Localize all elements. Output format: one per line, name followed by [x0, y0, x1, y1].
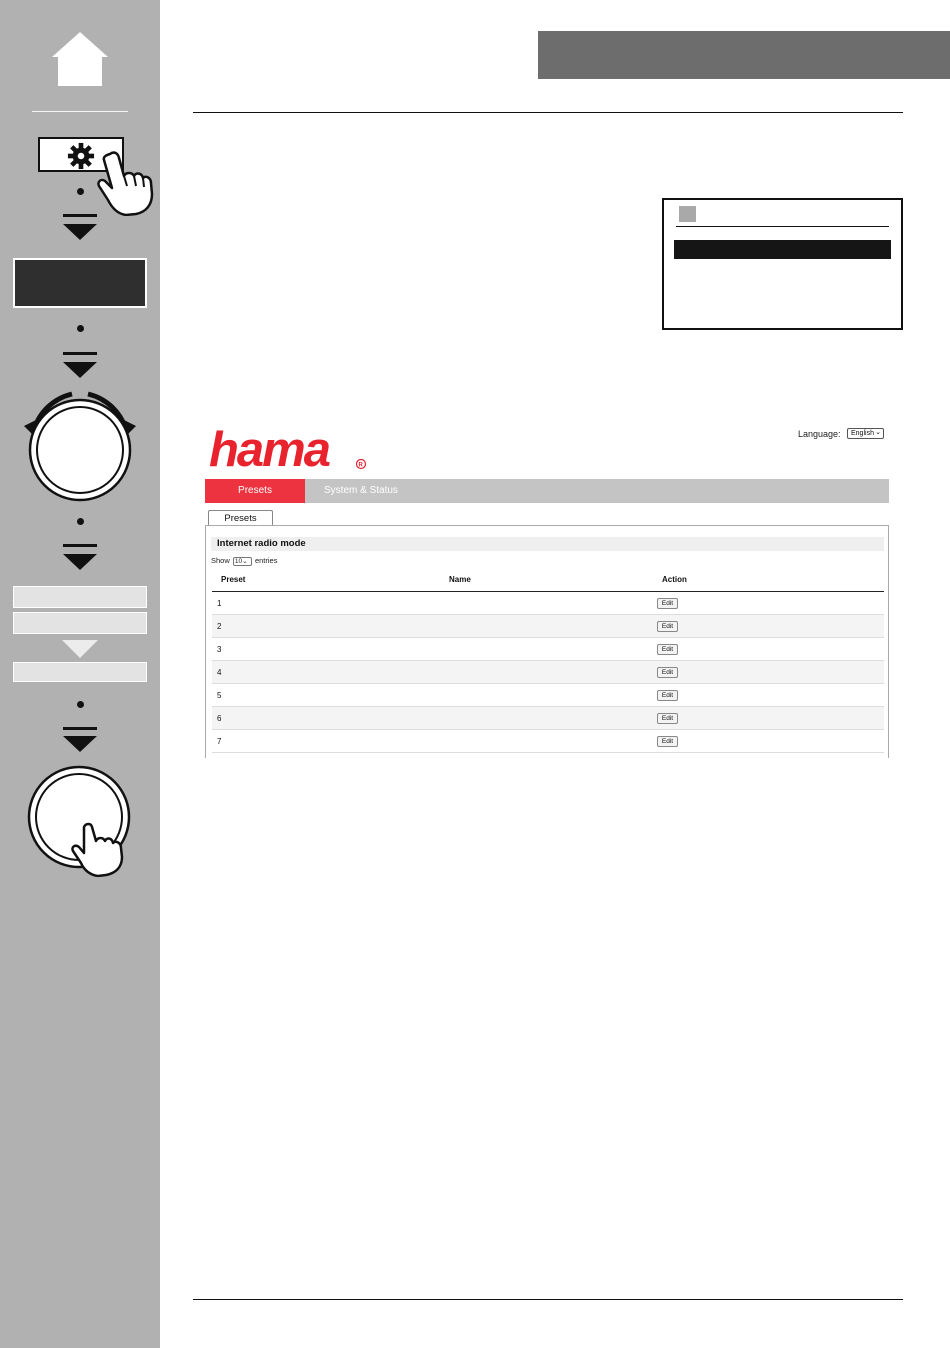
table-row	[212, 730, 884, 753]
table-row	[212, 684, 884, 707]
preset-number: 6	[217, 714, 222, 723]
table-row	[212, 707, 884, 730]
tab-presets[interactable]: Presets	[208, 510, 273, 526]
flow-dot	[77, 518, 84, 525]
panel-title: Internet radio mode	[211, 537, 884, 551]
flow-arrow-bar	[63, 214, 97, 217]
chevron-down-icon: ⌄	[875, 429, 881, 436]
menu-item-illustration	[13, 586, 147, 608]
pointing-hand-icon	[96, 150, 156, 216]
entries-control	[211, 556, 277, 566]
flow-dot	[77, 325, 84, 332]
radio-display-illustration	[662, 198, 903, 330]
nav-tab-presets[interactable]: Presets	[205, 479, 305, 503]
menu-item-illustration	[13, 662, 147, 682]
flow-arrow-icon	[63, 736, 97, 752]
edit-button[interactable]: Edit	[657, 713, 678, 724]
table-row	[212, 638, 884, 661]
column-header-preset[interactable]: Preset	[221, 575, 246, 584]
language-value: English	[851, 430, 874, 437]
menu-item-illustration	[13, 612, 147, 634]
preset-number: 1	[217, 599, 222, 608]
display-selected-row	[674, 240, 891, 259]
flow-arrow-bar	[63, 352, 97, 355]
column-header-name[interactable]: Name	[449, 575, 471, 584]
section-header-bar	[538, 31, 950, 79]
flow-arrow-bar	[63, 544, 97, 547]
preset-number: 2	[217, 622, 222, 631]
preset-number: 3	[217, 645, 222, 654]
language-label: Language:	[798, 429, 841, 439]
column-header-action[interactable]: Action	[662, 575, 687, 584]
edit-button[interactable]: Edit	[657, 667, 678, 678]
svg-text:R: R	[358, 462, 363, 469]
bottom-rule	[193, 1299, 903, 1300]
language-select[interactable]	[847, 428, 884, 439]
sidebar	[0, 0, 160, 1348]
press-knob-icon	[26, 765, 136, 877]
flow-arrow-bar	[63, 727, 97, 730]
sidebar-divider	[32, 111, 128, 112]
web-interface-screenshot	[205, 418, 890, 758]
display-icon	[679, 206, 696, 222]
home-icon[interactable]	[52, 30, 108, 88]
edit-button[interactable]: Edit	[657, 598, 678, 609]
edit-button[interactable]: Edit	[657, 644, 678, 655]
preset-number: 7	[217, 737, 222, 746]
gear-icon	[67, 142, 95, 170]
menu-screen-illustration	[13, 258, 147, 308]
flow-arrow-icon	[63, 554, 97, 570]
rotary-knob-icon	[20, 390, 140, 502]
table-row	[212, 615, 884, 638]
entries-label: entries	[254, 556, 278, 565]
nav-tab-system-status[interactable]: System & Status	[324, 485, 398, 496]
entries-select[interactable]: 10⌄	[233, 557, 252, 566]
edit-button[interactable]: Edit	[657, 690, 678, 701]
flow-dot	[77, 188, 84, 195]
entries-value: 10	[234, 557, 243, 565]
preset-number: 5	[217, 691, 222, 700]
flow-arrow-icon	[63, 362, 97, 378]
down-triangle-icon	[62, 640, 98, 658]
top-rule	[193, 112, 903, 113]
preset-number: 4	[217, 668, 222, 677]
flow-arrow-icon	[63, 224, 97, 240]
show-label: Show	[211, 556, 230, 565]
presets-panel	[205, 525, 889, 758]
hama-logo	[209, 424, 369, 474]
table-row	[212, 661, 884, 684]
edit-button[interactable]: Edit	[657, 621, 678, 632]
flow-dot	[77, 701, 84, 708]
table-row	[212, 592, 884, 615]
display-divider	[676, 226, 889, 227]
svg-text:hama: hama	[209, 424, 330, 474]
edit-button[interactable]: Edit	[657, 736, 678, 747]
nav-bar	[205, 479, 889, 503]
